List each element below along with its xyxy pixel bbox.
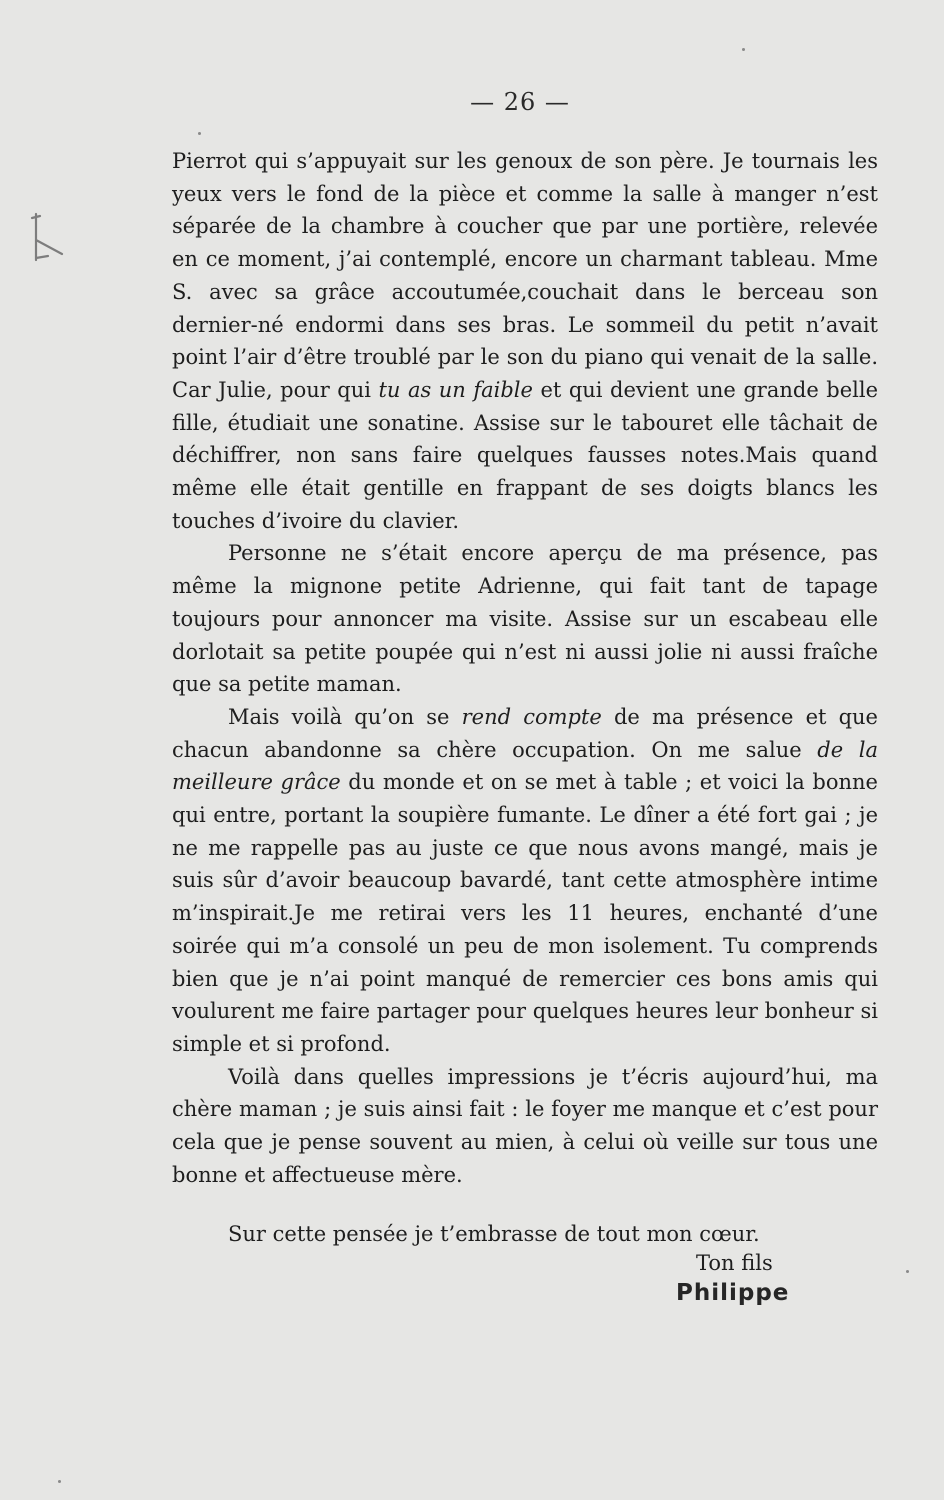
paper-speck (58, 1480, 61, 1483)
italic-phrase: de la meilleure grâce (172, 737, 878, 795)
body-paragraph (172, 145, 878, 537)
paper-speck (198, 132, 201, 135)
italic-phrase: rend compte (461, 704, 602, 729)
pencil-margin-mark (28, 210, 70, 266)
text-run: Personne ne s’était encore aperçu de ma présence, pas même la mignone petite Adrienne, qui fait tant de tapage toujours pour annoncer ma visite. Assise sur un escabeau elle dorlotait sa petite poupée qui n’est ni aussi jolie ni aussi fraîche que sa petite maman. (172, 541, 878, 697)
closing-line: Sur cette pensée je t’embrasse de tout mon cœur. (228, 1222, 760, 1246)
signature: Philippe (676, 1280, 790, 1306)
text-run: de ma présence et que chacun abandonne sa chère occupation. On me salue (172, 704, 878, 762)
text-run: Voilà dans quelles impressions je t’écris aujourd’hui, ma chère maman ; je suis ainsi fait : le foyer me manque et c’est pour cela que je pense souvent au mien, à celui où veille sur tous une bonne et affectueuse mère. (172, 1064, 878, 1187)
text-run: Mais voilà qu’on se (228, 704, 462, 729)
text-run: du monde et on se met à table ; et voici la bonne qui entre, portant la soupière fumante. Le dîner a été fort gai ; je ne me rappelle pas au juste ce que nous avons mangé, mais je suis sûr d’avoir beaucoup bavardé, tant cette atmosphère intime m’inspirait.Je me retirai vers les 11 heures, enchanté d’une soirée qui m’a consolé un peu de mon isolement. Tu comprends bien que je n’ai point manqué de remercier ces bons amis qui voulurent me faire partager pour quelques heures leur bonheur si simple et si profond. (172, 770, 878, 1056)
signoff: Ton fils (696, 1251, 773, 1275)
closing-paragraph (172, 1218, 878, 1251)
text-run: et qui devient une grande belle fille, étudiait une sonatine. Assise sur le tabouret elle tâchait de déchiffrer, non sans faire quelques fausses notes.Mais quand même elle était gentille en frappant de ses doigts blancs les touches d’ivoire du clavier. (172, 377, 878, 533)
body-paragraph (172, 701, 878, 1061)
body-paragraph (172, 537, 878, 701)
italic-phrase: tu as un faible (378, 377, 533, 402)
paper-speck (906, 1270, 909, 1273)
page-number: — 26 — (470, 88, 570, 116)
paper-speck (742, 48, 745, 51)
letter-body (172, 145, 878, 1192)
text-run: Pierrot qui s’appuyait sur les genoux de son père. Je tournais les yeux vers le fond de la pièce et comme la salle à manger n’est séparée de la chambre à coucher que par une portière, relevée en ce moment, j’ai contemplé, encore un charmant tableau. Mme S. avec sa grâce accoutumée,couchait dans le berceau son dernier-né endormi dans ses bras. Le sommeil du petit n’avait point l’air d’être troublé par le son du piano qui venait de la salle. Car Julie, pour qui (172, 149, 878, 402)
body-paragraph (172, 1061, 878, 1192)
